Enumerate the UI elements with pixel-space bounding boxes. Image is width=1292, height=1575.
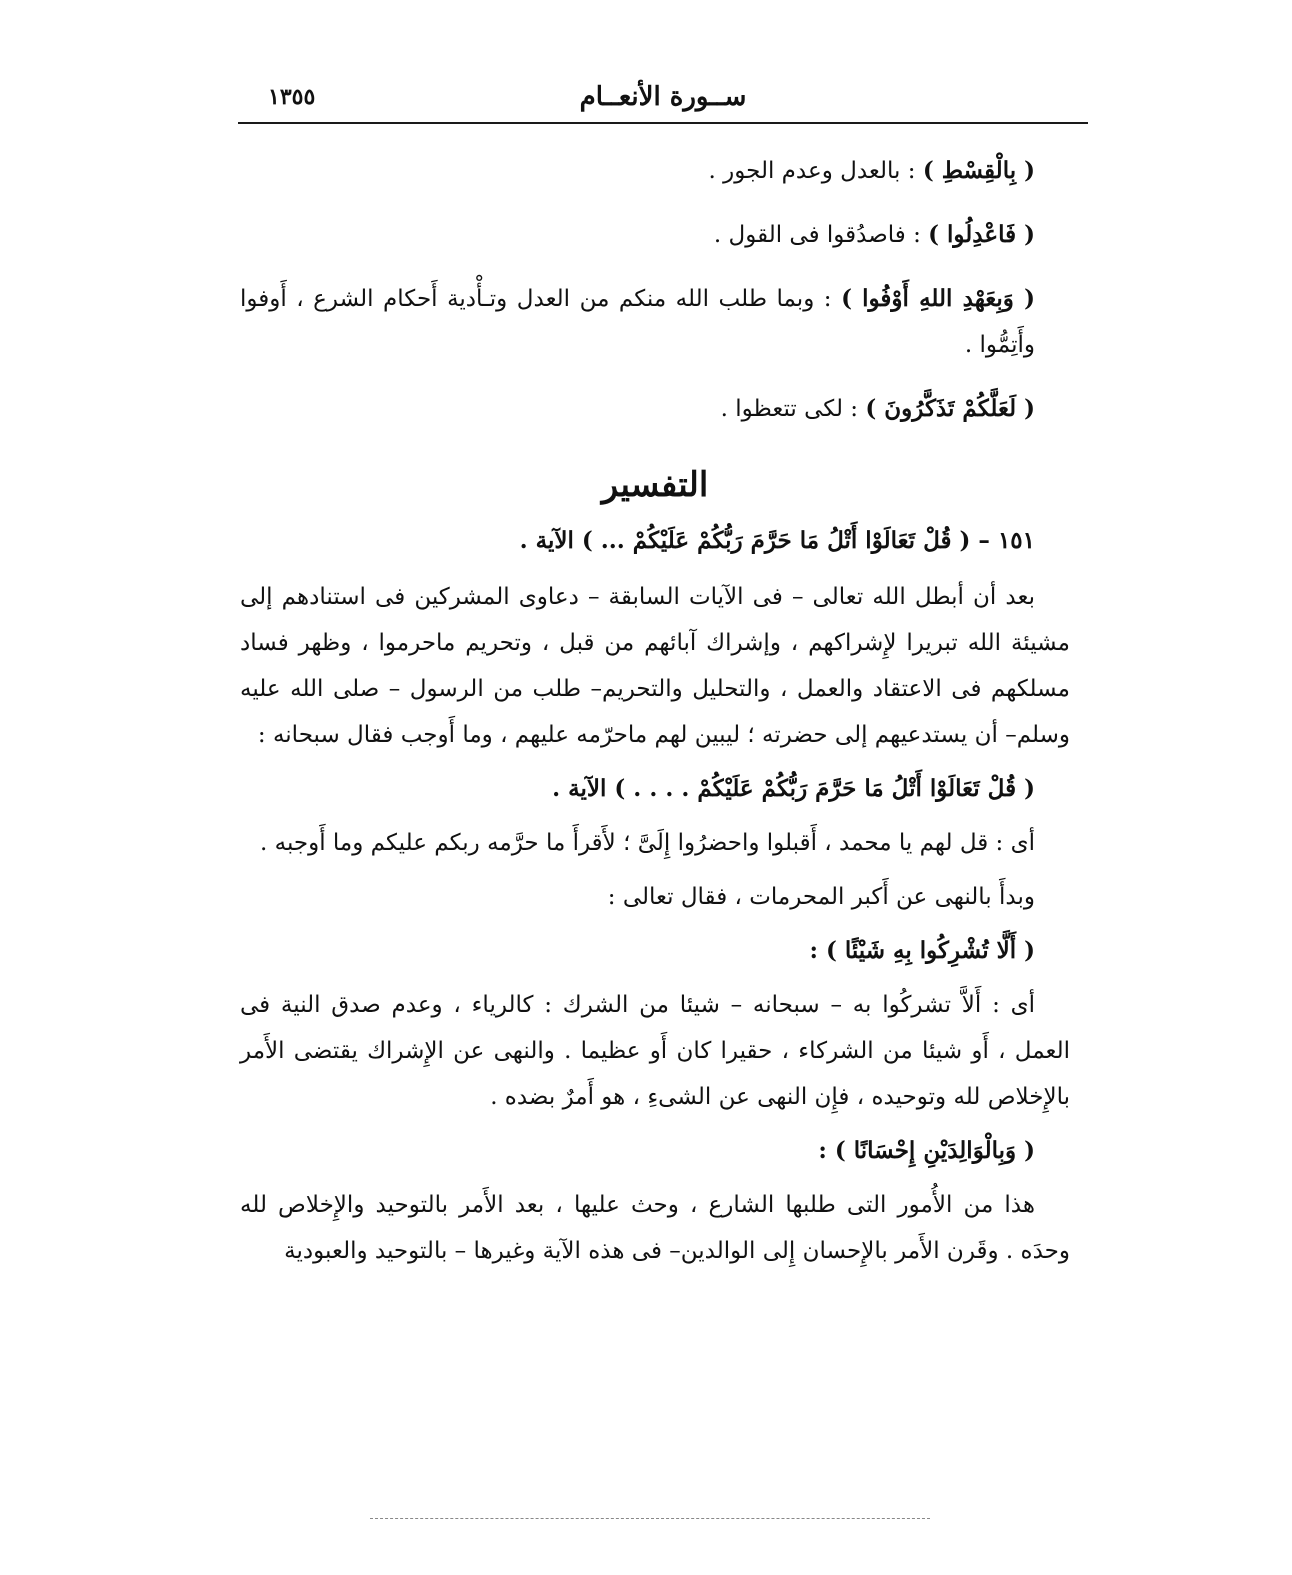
quran-quote: ( وَبِالْوَالِدَيْنِ إِحْسَانًا ) : bbox=[818, 1137, 1035, 1164]
glossary-definition: : فاصدُقوا فى القول . bbox=[713, 222, 921, 248]
glossary-term: ( وَبِعَهْدِ اللهِ أَوْفُوا ) bbox=[841, 285, 1035, 312]
glossary-entry bbox=[240, 386, 1035, 432]
verse-text: ( قُلْ تَعَالَوْا أَتْلُ مَا حَرَّمَ رَبُّكُمْ عَلَيْكُمْ ... ) الآية . bbox=[519, 527, 971, 554]
page-header bbox=[238, 78, 1088, 124]
quran-quote: ( قُلْ تَعَالَوْا أَتْلُ مَا حَرَّمَ رَبُّكُمْ عَلَيْكُمْ . . . . ) الآية . bbox=[552, 775, 1035, 802]
commentary-paragraph: وبدأَ بالنهى عن أَكبر المحرمات ، فقال تعالى : bbox=[607, 884, 1035, 910]
glossary-definition: : بالعدل وعدم الجور . bbox=[708, 158, 916, 184]
commentary-paragraph: أى : أَلاَّ تشركُوا به – سبحانه – شيئا من الشرك : كالرياء ، وعدم صدق النية فى العمل ، أَو شيئا من الشركاء ، حقيرا كان أَو عظيما . والنهى عن الإِشراك يقتضى الأَمر بالإِخلاص لله وتوحيده ، فإِن النهى عن الشىءِ ، هو أَمرٌ بضده . bbox=[240, 992, 1070, 1110]
verse-heading bbox=[240, 518, 1035, 564]
page-content bbox=[240, 148, 1070, 1282]
commentary-paragraph: هذا من الأُمور التى طلبها الشارع ، وحث عليها ، بعد الأَمر بالتوحيد والإِخلاص لله وحدَه . وقَرن الأَمر بالإِحسان إِلى الوالدين– فى هذه الآية وغيرها – بالتوحيد والعبودية bbox=[240, 1192, 1070, 1264]
glossary-term: ( لَعَلَّكُمْ تَذَكَّرُونَ ) bbox=[865, 395, 1035, 422]
glossary-term: ( بِالْقِسْطِ ) bbox=[922, 157, 1035, 184]
glossary-entry bbox=[240, 212, 1035, 258]
section-title: التفسير bbox=[601, 465, 709, 505]
footer-divider bbox=[370, 1518, 930, 1519]
surah-title: ســورة الأنعــام bbox=[579, 82, 747, 112]
quran-quote: ( أَلَّا تُشْرِكُوا بِهِ شَيْئًا ) : bbox=[809, 937, 1035, 964]
glossary-term: ( فَاعْدِلُوا ) bbox=[928, 221, 1035, 248]
commentary-paragraph: أى : قل لهم يا محمد ، أَقبلوا واحضرُوا إِلَىَّ ؛ لأَقرأَ ما حرَّمه ربكم عليكم وما أَوجبه . bbox=[260, 830, 1035, 856]
page-number: ١٣٥٥ bbox=[268, 84, 316, 110]
verse-number: ١٥١ – bbox=[978, 527, 1035, 554]
commentary-paragraph: بعد أن أبطل الله تعالى – فى الآيات السابقة – دعاوى المشركين فى استنادهم إلى مشيئة الله تبريرا لإِشراكهم ، وإشراك آبائهم من قبل ، وتحريم ماحرموا ، وظهر فساد مسلكهم فى الاعتقاد والعمل ، والتحليل والتحريم– طلب من الرسول – صلى الله عليه وسلم– أن يستدعيهم إلى حضرته ؛ ليبين لهم ماحرّمه عليهم ، وما أَوجب فقال سبحانه : bbox=[240, 584, 1070, 748]
glossary-entry bbox=[240, 148, 1035, 194]
glossary-entry bbox=[240, 276, 1035, 368]
glossary-definition: : لكى تتعظوا . bbox=[720, 396, 859, 422]
glossary-definition: : وبما طلب الله منكم من العدل وتـأْدية أَحكام الشرع ، أَوفوا وأَتِمُّوا . bbox=[240, 286, 1035, 358]
